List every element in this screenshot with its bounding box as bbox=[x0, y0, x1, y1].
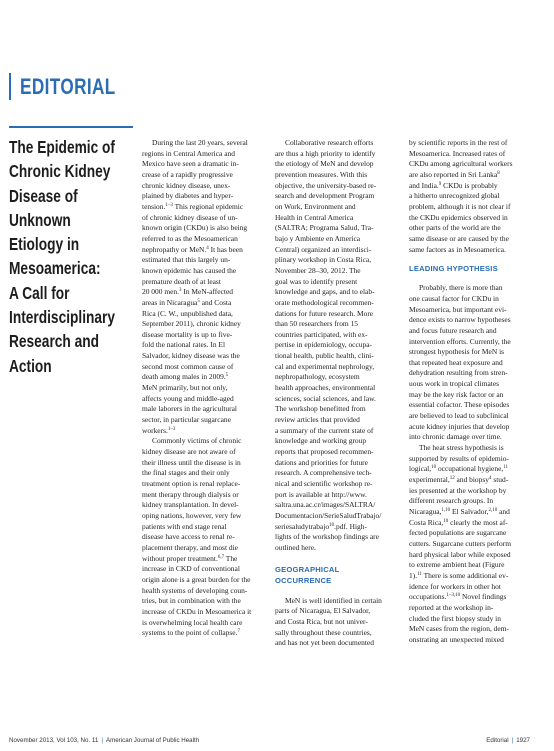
text-line: uous work in tropical climates bbox=[409, 379, 500, 389]
text-line: knowledge and working group bbox=[275, 436, 367, 446]
text-line: tries, but in combination with the bbox=[142, 596, 241, 606]
text-line: fold the national rates. In El bbox=[142, 340, 226, 350]
text-line: essential cofactor. These episodes bbox=[409, 400, 510, 410]
text-line: male laborers in the agricultural bbox=[142, 404, 237, 414]
text-column-2 bbox=[275, 138, 398, 649]
text-line: MeN is well identified in certain bbox=[285, 595, 382, 605]
text-line: workers.$^{1-3}$ bbox=[142, 425, 176, 435]
text-line: nephropathology, ecosystem bbox=[275, 372, 360, 382]
text-line: Salvador, kidney disease was the bbox=[142, 351, 240, 361]
title-line: A Call for bbox=[9, 282, 70, 303]
text-line: Health in Central America bbox=[275, 212, 354, 222]
text-line: are thus a high priority to identify bbox=[275, 148, 376, 158]
text-line: experimental,$^{12}$ and biopsy$^4$ stud- bbox=[409, 475, 509, 485]
text-line: a summary of the current state of bbox=[275, 425, 374, 435]
text-line: acute kidney injuries that develop bbox=[409, 421, 510, 431]
text-line: health systems of developing coun- bbox=[142, 585, 248, 595]
text-line: prevention measures. With this bbox=[275, 169, 368, 179]
text-line: MeN primarily, but not only, bbox=[142, 383, 228, 393]
text-line: systems to the point of collapse.$^7$ bbox=[142, 628, 240, 638]
text-line: Commonly victims of chronic bbox=[152, 436, 242, 446]
title-line: Mesoamerica: bbox=[9, 258, 101, 279]
text-line: The workshop benefitted from bbox=[275, 404, 366, 414]
text-line: death among males in 2009.$^5$ bbox=[142, 372, 229, 382]
text-line: logical,$^{10}$ occupational hygiene,$^{11}$ bbox=[409, 464, 509, 474]
text-line: the etiology of MeN and develop bbox=[275, 159, 374, 169]
text-line: review articles that provided bbox=[275, 415, 360, 425]
text-line: nephropathy or MeN.$^4$ It has been bbox=[142, 244, 243, 254]
text-line: premature death of at least bbox=[142, 276, 221, 286]
text-line: placement therapy, and most die bbox=[142, 542, 238, 552]
text-line: on Work, Environment and bbox=[275, 201, 356, 211]
text-line: increase of CKDu in Mesoamerica it bbox=[142, 606, 252, 616]
text-line: to extreme ambient heat (Figure bbox=[409, 560, 505, 570]
text-line: During the last 20 years, several bbox=[152, 138, 248, 147]
text-line: CKDu among agricultural workers bbox=[409, 159, 513, 169]
text-line: MeN cases from the region, dem- bbox=[409, 624, 509, 634]
text-line: reported at the workshop in- bbox=[409, 602, 494, 612]
text-line: that repeated heat exposure and bbox=[409, 357, 503, 367]
title-line: The Epidemic of bbox=[9, 137, 115, 157]
text-column-3 bbox=[409, 138, 532, 646]
text-line: into chronic damage over time. bbox=[409, 432, 502, 442]
section-label: EDITORIAL bbox=[20, 74, 116, 99]
text-line: health approaches, environmental bbox=[275, 383, 376, 393]
text-line: Central) organized an interdisci- bbox=[275, 244, 372, 254]
text-line: disease have access to renal re- bbox=[142, 532, 235, 542]
text-line: strongest hypothesis for MeN is bbox=[409, 347, 505, 357]
text-line: orate methodological recommen- bbox=[275, 297, 374, 307]
text-column-1 bbox=[142, 138, 265, 639]
text-line: referred to as the Mesoamerican bbox=[142, 233, 238, 243]
text-line: Documentacion/SerieSaludTrabajo/ bbox=[275, 510, 382, 520]
text-line: (SALTRA; Programa Salud, Tra- bbox=[275, 223, 374, 233]
text-line: lights of the workshop findings are bbox=[275, 532, 379, 542]
text-line: Collaborative research efforts bbox=[285, 138, 374, 147]
title-line: Action bbox=[9, 355, 52, 376]
text-line: Costa Rica,$^{10}$ clearly the most af- bbox=[409, 517, 508, 527]
text-line: reports that proposed recommen- bbox=[275, 447, 374, 457]
text-line: dence exists to narrow hypotheses bbox=[409, 315, 511, 325]
section-header bbox=[9, 73, 143, 100]
text-line: research. A comprehensive tech- bbox=[275, 468, 372, 478]
text-line: sector, in particular sugarcane bbox=[142, 415, 231, 425]
text-line: Mexico have seen a dramatic in- bbox=[142, 159, 239, 169]
text-line: dations and priorities for future bbox=[275, 457, 368, 467]
text-line: dations for future research. More bbox=[275, 308, 374, 318]
text-line: may be the key risk factor or an bbox=[409, 389, 504, 399]
text-line: cluded the first biopsy study in bbox=[409, 613, 501, 623]
text-line: problem, although it is not clear if bbox=[409, 201, 511, 211]
text-line: second most common cause of bbox=[142, 361, 234, 371]
text-line: Mesoamerica. Increased rates of bbox=[409, 148, 506, 158]
text-line: estimated that this largely un- bbox=[142, 255, 231, 265]
text-line: kidney disease are not aware of bbox=[142, 447, 236, 457]
text-line: and has not yet been documented bbox=[275, 638, 374, 648]
text-line: the final stages and their only bbox=[142, 468, 230, 478]
text-line: tional health, public health, clini- bbox=[275, 351, 374, 361]
text-line: without proper treatment.$^{6,7}$ The bbox=[142, 553, 238, 563]
text-line: objective, the university-based re- bbox=[275, 180, 377, 190]
text-line: Mesoamerica, but important evi- bbox=[409, 304, 507, 314]
title-line: Chronic Kidney bbox=[9, 161, 111, 182]
text-line: same factors as in Mesoamerica. bbox=[409, 244, 506, 254]
text-line: origin alone is a great burden for the bbox=[142, 574, 251, 584]
title-line: Interdisciplinary bbox=[9, 307, 116, 328]
column-2-body bbox=[275, 138, 398, 554]
text-line: regions in Central America and bbox=[142, 148, 235, 158]
title-line: Research and bbox=[9, 331, 100, 352]
text-line: patients with end stage renal bbox=[142, 521, 227, 531]
text-line: knowledge and gaps, and to elab- bbox=[275, 287, 375, 297]
footer-left: November 2013, Vol 103, No. 11 | American Journal of Public Health bbox=[9, 737, 200, 744]
text-line: increase in CKD of conventional bbox=[142, 564, 240, 574]
text-line: plinary workshop in Costa Rica, bbox=[275, 255, 372, 265]
text-line: port is available at http://www. bbox=[275, 489, 367, 499]
text-line: ment therapy through dialysis or bbox=[142, 489, 239, 499]
article-title bbox=[9, 135, 131, 378]
text-line: a hitherto unrecognized global bbox=[409, 191, 500, 201]
text-line: tension.$^{1-3}$ This regional epidemic bbox=[142, 201, 244, 211]
text-line: supported by results of epidemio- bbox=[409, 453, 509, 463]
text-line: Nicaragua,$^{1,10}$ El Salvador,$^{2,10}$ and bbox=[409, 507, 510, 516]
text-line: occupations.$^{1-3,10}$ Novel findings bbox=[409, 592, 507, 602]
text-line: is overwhelming local health care bbox=[142, 617, 243, 627]
title-line: Disease of bbox=[9, 185, 78, 206]
text-line: cutters. Sugarcane cutters perform bbox=[409, 538, 512, 548]
text-line: plained by diabetes and hyper- bbox=[142, 191, 234, 201]
text-line: pertise in epidemiology, occupa- bbox=[275, 340, 372, 350]
text-line: the CKDu epidemics observed in bbox=[409, 212, 508, 222]
text-line: fected populations are sugarcane bbox=[409, 528, 507, 538]
text-line: of chronic kidney disease of un- bbox=[142, 212, 238, 222]
text-line: sciences, social sciences, and law. bbox=[275, 393, 376, 403]
text-line: known origin (CKDu) is also being bbox=[142, 223, 248, 233]
text-line: November 28–30, 2012. The bbox=[275, 265, 361, 275]
text-line: search and development Program bbox=[275, 191, 375, 201]
text-line: Probably, there is more than bbox=[419, 283, 503, 293]
text-line: 1).$^{11}$ There is some additional ev- bbox=[409, 570, 509, 580]
text-line: their illness until the disease is in bbox=[142, 457, 241, 467]
text-line: other parts of the world are the bbox=[409, 223, 501, 233]
text-line: same disease or are caused by the bbox=[409, 233, 509, 243]
text-line: 20 000 men.$^3$ In MeN-affected bbox=[142, 287, 233, 297]
column-3-body bbox=[409, 138, 532, 255]
text-line: Rica (C. W., unpublished data, bbox=[142, 308, 233, 318]
text-line: known epidemic has caused the bbox=[142, 265, 237, 275]
text-line: areas in Nicaragua$^5$ and Costa bbox=[142, 297, 232, 307]
title-rule bbox=[9, 126, 133, 128]
title-line: Unknown bbox=[9, 209, 71, 230]
text-line: than 50 researchers from 15 bbox=[275, 319, 359, 329]
text-line: outlined here. bbox=[275, 542, 316, 552]
column-2-body-geo bbox=[275, 596, 398, 649]
text-line: parts of Nicaragua, El Salvador, bbox=[275, 606, 371, 616]
text-line: September 2011), chronic kidney bbox=[142, 319, 241, 329]
text-line: cal and experimental nephrology, bbox=[275, 361, 375, 371]
text-line: by scientific reports in the rest of bbox=[409, 138, 508, 147]
column-3-body-hypothesis bbox=[409, 283, 532, 645]
text-line: chronic kidney disease, unex- bbox=[142, 180, 231, 190]
text-line: dehydration resulting from stren- bbox=[409, 368, 508, 378]
text-line: one causal factor for CKDu in bbox=[409, 293, 499, 303]
text-line: different research groups. In bbox=[409, 496, 494, 506]
text-line: oping nations, however, very few bbox=[142, 510, 242, 520]
text-line: kidney transplantation. In devel- bbox=[142, 500, 239, 510]
footer-right: Editorial | 1927 bbox=[486, 737, 530, 744]
text-line: are believed to lead to subclinical bbox=[409, 411, 509, 421]
text-line: goal was to identify present bbox=[275, 276, 358, 286]
text-line: The heat stress hypothesis is bbox=[419, 443, 504, 453]
text-line: and Costa Rica, but not univer- bbox=[275, 616, 368, 626]
text-line: countries participated, with ex- bbox=[275, 329, 368, 339]
text-line: and focus future research and bbox=[409, 325, 497, 335]
text-line: idence for workers in other hot bbox=[409, 581, 501, 591]
text-line: intervention efforts. Currently, the bbox=[409, 336, 511, 346]
text-line: nical and scientific workshop re- bbox=[275, 479, 373, 488]
text-line: onstrating an unexpected mixed bbox=[409, 634, 504, 644]
text-line: treatment option is renal replace- bbox=[142, 479, 241, 488]
text-line: seriesaludytrabajo$^{10}$.pdf. High- bbox=[275, 521, 367, 531]
text-line: disease mortality is up to five- bbox=[142, 329, 233, 339]
title-line: Etiology in bbox=[9, 234, 80, 255]
text-line: bajo y Ambiente en America bbox=[275, 233, 361, 243]
text-line: and India.$^9$ CKDu is probably bbox=[409, 180, 498, 190]
text-line: crease of a rapidly progressive bbox=[142, 169, 233, 179]
text-line: ies presented at the workshop by bbox=[409, 485, 507, 495]
text-line: affects young and middle-aged bbox=[142, 393, 234, 403]
text-line: hard physical labor while exposed bbox=[409, 549, 511, 559]
text-line: saltra.una.ac.cr/images/SALTRA/ bbox=[275, 500, 376, 510]
heading-leading-hypothesis: LEADING HYPOTHESIS bbox=[409, 264, 498, 274]
text-line: sally throughout these countries, bbox=[275, 627, 372, 637]
text-line: are also reported in Sri Lanka$^8$ bbox=[409, 169, 500, 179]
heading-geographical-occurrence: GEOGRAPHICAL OCCURRENCE bbox=[275, 564, 340, 585]
